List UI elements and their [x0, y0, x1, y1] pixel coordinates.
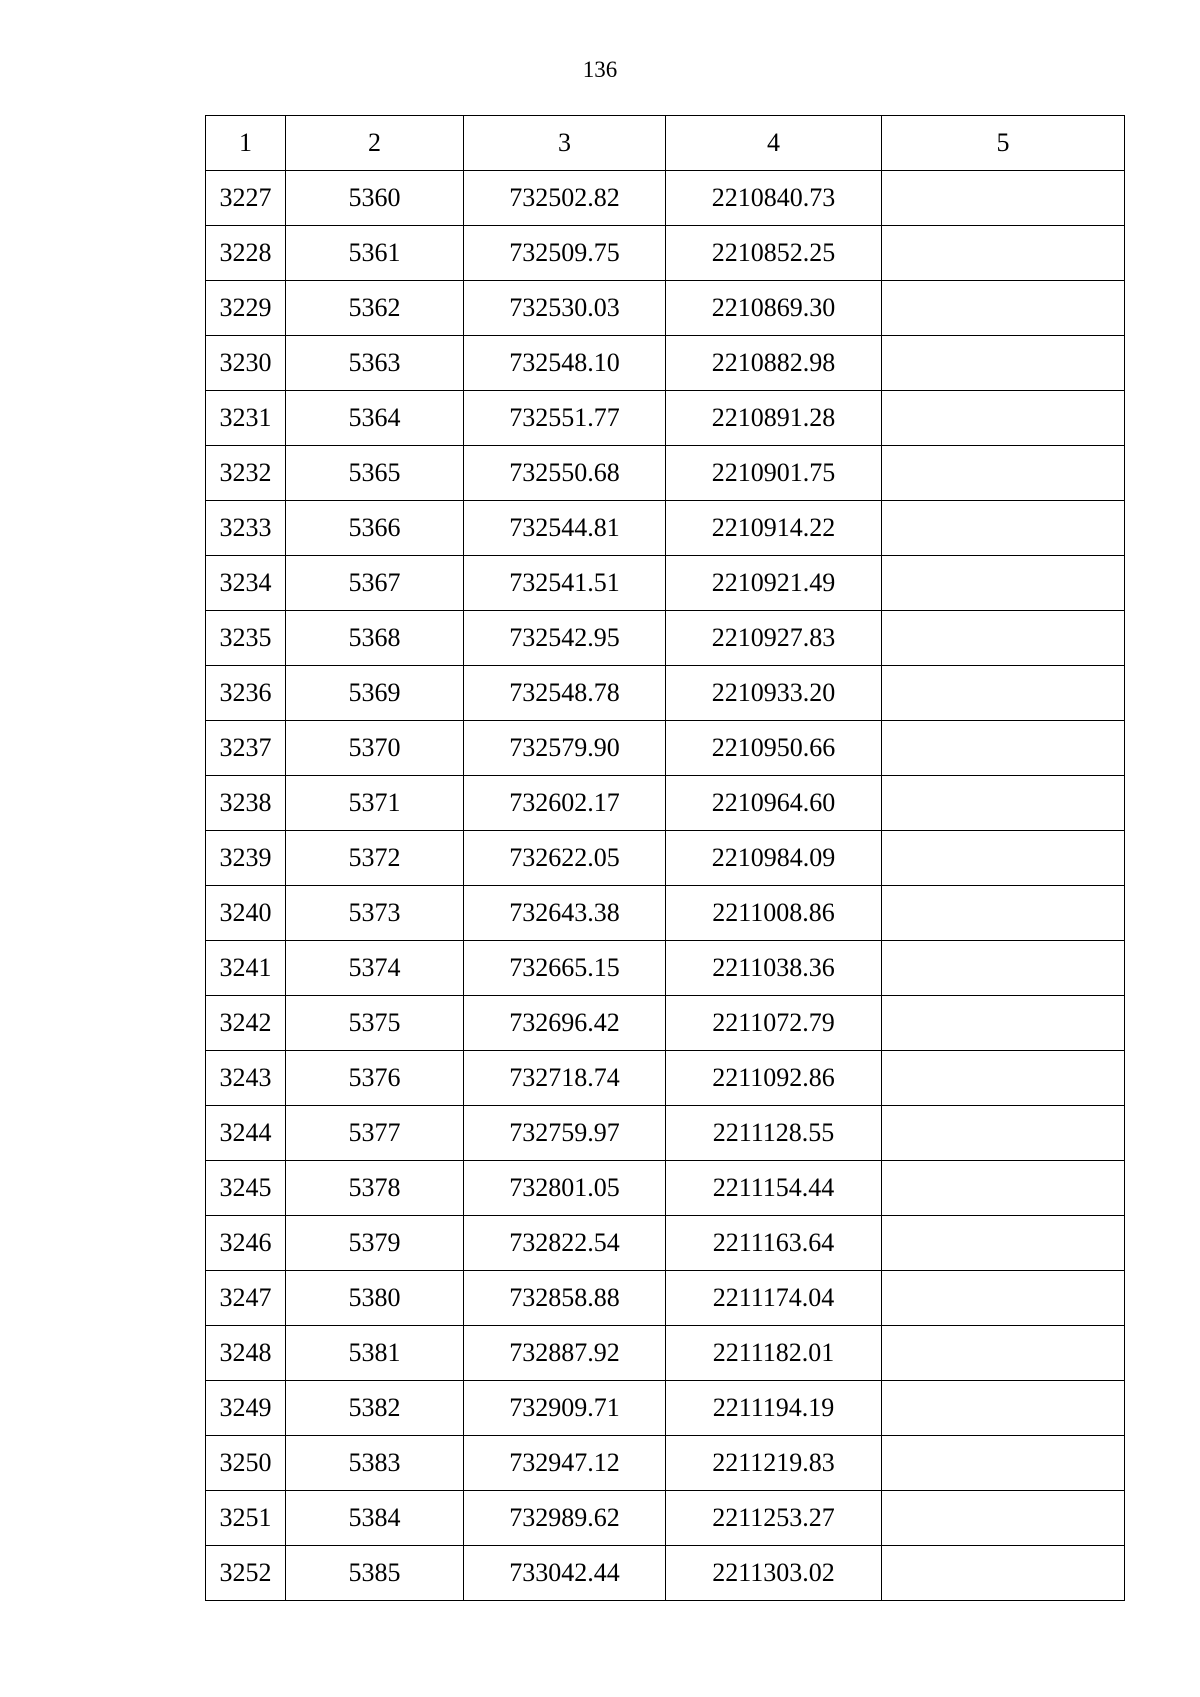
- y-coordinate-cell: 2210950.66: [666, 721, 882, 776]
- row-number-cell: 3249: [206, 1381, 286, 1436]
- table-row: [206, 996, 1125, 1051]
- table-body: [206, 116, 1125, 1601]
- y-coordinate-cell: 2211174.04: [666, 1271, 882, 1326]
- point-number-cell: 5371: [286, 776, 464, 831]
- x-coordinate-cell: 732909.71: [464, 1381, 666, 1436]
- note-cell: [882, 1436, 1125, 1491]
- table-row: [206, 501, 1125, 556]
- point-number-cell: 5364: [286, 391, 464, 446]
- point-number-cell: 5382: [286, 1381, 464, 1436]
- note-cell: [882, 281, 1125, 336]
- y-coordinate-cell: 2211008.86: [666, 886, 882, 941]
- x-coordinate-cell: 732947.12: [464, 1436, 666, 1491]
- note-cell: [882, 886, 1125, 941]
- x-coordinate-cell: 732509.75: [464, 226, 666, 281]
- table-row: [206, 1491, 1125, 1546]
- note-cell: [882, 721, 1125, 776]
- y-coordinate-cell: 2210927.83: [666, 611, 882, 666]
- row-number-cell: 3250: [206, 1436, 286, 1491]
- point-number-cell: 5383: [286, 1436, 464, 1491]
- point-number-cell: 5376: [286, 1051, 464, 1106]
- y-coordinate-cell: 2211163.64: [666, 1216, 882, 1271]
- row-number-cell: 3237: [206, 721, 286, 776]
- note-cell: [882, 1326, 1125, 1381]
- note-cell: [882, 171, 1125, 226]
- row-number-cell: 3243: [206, 1051, 286, 1106]
- point-number-cell: 5379: [286, 1216, 464, 1271]
- table-row: [206, 941, 1125, 996]
- table-row: [206, 1271, 1125, 1326]
- row-number-cell: 3233: [206, 501, 286, 556]
- row-number-cell: 3227: [206, 171, 286, 226]
- header-cell-2: 2: [286, 116, 464, 171]
- point-number-cell: 5381: [286, 1326, 464, 1381]
- x-coordinate-cell: 732502.82: [464, 171, 666, 226]
- x-coordinate-cell: 732822.54: [464, 1216, 666, 1271]
- point-number-cell: 5365: [286, 446, 464, 501]
- row-number-cell: 3231: [206, 391, 286, 446]
- note-cell: [882, 1491, 1125, 1546]
- row-number-cell: 3239: [206, 831, 286, 886]
- y-coordinate-cell: 2211194.19: [666, 1381, 882, 1436]
- point-number-cell: 5375: [286, 996, 464, 1051]
- x-coordinate-cell: 732643.38: [464, 886, 666, 941]
- point-number-cell: 5361: [286, 226, 464, 281]
- table-row: [206, 831, 1125, 886]
- y-coordinate-cell: 2211182.01: [666, 1326, 882, 1381]
- x-coordinate-cell: 732801.05: [464, 1161, 666, 1216]
- note-cell: [882, 1546, 1125, 1601]
- x-coordinate-cell: 732548.10: [464, 336, 666, 391]
- x-coordinate-cell: 732887.92: [464, 1326, 666, 1381]
- y-coordinate-cell: 2210891.28: [666, 391, 882, 446]
- point-number-cell: 5369: [286, 666, 464, 721]
- point-number-cell: 5372: [286, 831, 464, 886]
- table-row: [206, 721, 1125, 776]
- row-number-cell: 3251: [206, 1491, 286, 1546]
- table-row: [206, 1381, 1125, 1436]
- row-number-cell: 3252: [206, 1546, 286, 1601]
- point-number-cell: 5366: [286, 501, 464, 556]
- x-coordinate-cell: 732542.95: [464, 611, 666, 666]
- table-row: [206, 1106, 1125, 1161]
- header-cell-3: 3: [464, 116, 666, 171]
- coordinates-table: [205, 115, 1125, 1601]
- point-number-cell: 5368: [286, 611, 464, 666]
- row-number-cell: 3229: [206, 281, 286, 336]
- point-number-cell: 5380: [286, 1271, 464, 1326]
- x-coordinate-cell: 732602.17: [464, 776, 666, 831]
- x-coordinate-cell: 732548.78: [464, 666, 666, 721]
- y-coordinate-cell: 2210964.60: [666, 776, 882, 831]
- note-cell: [882, 666, 1125, 721]
- page-number: 136: [582, 57, 618, 82]
- point-number-cell: 5385: [286, 1546, 464, 1601]
- note-cell: [882, 446, 1125, 501]
- y-coordinate-cell: 2210901.75: [666, 446, 882, 501]
- y-coordinate-cell: 2211038.36: [666, 941, 882, 996]
- x-coordinate-cell: 732759.97: [464, 1106, 666, 1161]
- x-coordinate-cell: 732665.15: [464, 941, 666, 996]
- table-row: [206, 281, 1125, 336]
- x-coordinate-cell: 732551.77: [464, 391, 666, 446]
- header-cell-4: 4: [666, 116, 882, 171]
- note-cell: [882, 226, 1125, 281]
- row-number-cell: 3246: [206, 1216, 286, 1271]
- x-coordinate-cell: 732541.51: [464, 556, 666, 611]
- point-number-cell: 5362: [286, 281, 464, 336]
- note-cell: [882, 611, 1125, 666]
- y-coordinate-cell: 2210869.30: [666, 281, 882, 336]
- row-number-cell: 3235: [206, 611, 286, 666]
- table-row: [206, 1161, 1125, 1216]
- y-coordinate-cell: 2211303.02: [666, 1546, 882, 1601]
- y-coordinate-cell: 2210921.49: [666, 556, 882, 611]
- x-coordinate-cell: 732718.74: [464, 1051, 666, 1106]
- y-coordinate-cell: 2210914.22: [666, 501, 882, 556]
- x-coordinate-cell: 732858.88: [464, 1271, 666, 1326]
- point-number-cell: 5374: [286, 941, 464, 996]
- row-number-cell: 3238: [206, 776, 286, 831]
- x-coordinate-cell: 732530.03: [464, 281, 666, 336]
- table-row: [206, 666, 1125, 721]
- note-cell: [882, 391, 1125, 446]
- note-cell: [882, 1381, 1125, 1436]
- row-number-cell: 3242: [206, 996, 286, 1051]
- row-number-cell: 3247: [206, 1271, 286, 1326]
- row-number-cell: 3240: [206, 886, 286, 941]
- y-coordinate-cell: 2211154.44: [666, 1161, 882, 1216]
- point-number-cell: 5360: [286, 171, 464, 226]
- x-coordinate-cell: 732544.81: [464, 501, 666, 556]
- x-coordinate-cell: 733042.44: [464, 1546, 666, 1601]
- header-cell-1: 1: [206, 116, 286, 171]
- note-cell: [882, 1161, 1125, 1216]
- y-coordinate-cell: 2211219.83: [666, 1436, 882, 1491]
- x-coordinate-cell: 732579.90: [464, 721, 666, 776]
- point-number-cell: 5363: [286, 336, 464, 391]
- x-coordinate-cell: 732622.05: [464, 831, 666, 886]
- y-coordinate-cell: 2211128.55: [666, 1106, 882, 1161]
- table-row: [206, 556, 1125, 611]
- row-number-cell: 3248: [206, 1326, 286, 1381]
- y-coordinate-cell: 2210840.73: [666, 171, 882, 226]
- note-cell: [882, 941, 1125, 996]
- row-number-cell: 3232: [206, 446, 286, 501]
- row-number-cell: 3244: [206, 1106, 286, 1161]
- y-coordinate-cell: 2210852.25: [666, 226, 882, 281]
- note-cell: [882, 1106, 1125, 1161]
- note-cell: [882, 501, 1125, 556]
- note-cell: [882, 336, 1125, 391]
- note-cell: [882, 1051, 1125, 1106]
- note-cell: [882, 996, 1125, 1051]
- y-coordinate-cell: 2211072.79: [666, 996, 882, 1051]
- table-row: [206, 171, 1125, 226]
- row-number-cell: 3245: [206, 1161, 286, 1216]
- table-row: [206, 886, 1125, 941]
- table-row: [206, 611, 1125, 666]
- table-row: [206, 446, 1125, 501]
- point-number-cell: 5377: [286, 1106, 464, 1161]
- row-number-cell: 3230: [206, 336, 286, 391]
- table-row: [206, 1436, 1125, 1491]
- table-header-row: [206, 116, 1125, 171]
- x-coordinate-cell: 732696.42: [464, 996, 666, 1051]
- row-number-cell: 3241: [206, 941, 286, 996]
- y-coordinate-cell: 2210882.98: [666, 336, 882, 391]
- point-number-cell: 5373: [286, 886, 464, 941]
- row-number-cell: 3236: [206, 666, 286, 721]
- table-row: [206, 1051, 1125, 1106]
- table-row: [206, 1326, 1125, 1381]
- header-cell-5: 5: [882, 116, 1125, 171]
- note-cell: [882, 776, 1125, 831]
- table-row: [206, 336, 1125, 391]
- table-row: [206, 226, 1125, 281]
- y-coordinate-cell: 2211253.27: [666, 1491, 882, 1546]
- row-number-cell: 3234: [206, 556, 286, 611]
- table-row: [206, 391, 1125, 446]
- note-cell: [882, 556, 1125, 611]
- point-number-cell: 5367: [286, 556, 464, 611]
- point-number-cell: 5370: [286, 721, 464, 776]
- x-coordinate-cell: 732550.68: [464, 446, 666, 501]
- table-row: [206, 776, 1125, 831]
- table-row: [206, 1216, 1125, 1271]
- y-coordinate-cell: 2210984.09: [666, 831, 882, 886]
- x-coordinate-cell: 732989.62: [464, 1491, 666, 1546]
- note-cell: [882, 1271, 1125, 1326]
- y-coordinate-cell: 2211092.86: [666, 1051, 882, 1106]
- point-number-cell: 5378: [286, 1161, 464, 1216]
- note-cell: [882, 831, 1125, 886]
- point-number-cell: 5384: [286, 1491, 464, 1546]
- table-row: [206, 1546, 1125, 1601]
- y-coordinate-cell: 2210933.20: [666, 666, 882, 721]
- note-cell: [882, 1216, 1125, 1271]
- row-number-cell: 3228: [206, 226, 286, 281]
